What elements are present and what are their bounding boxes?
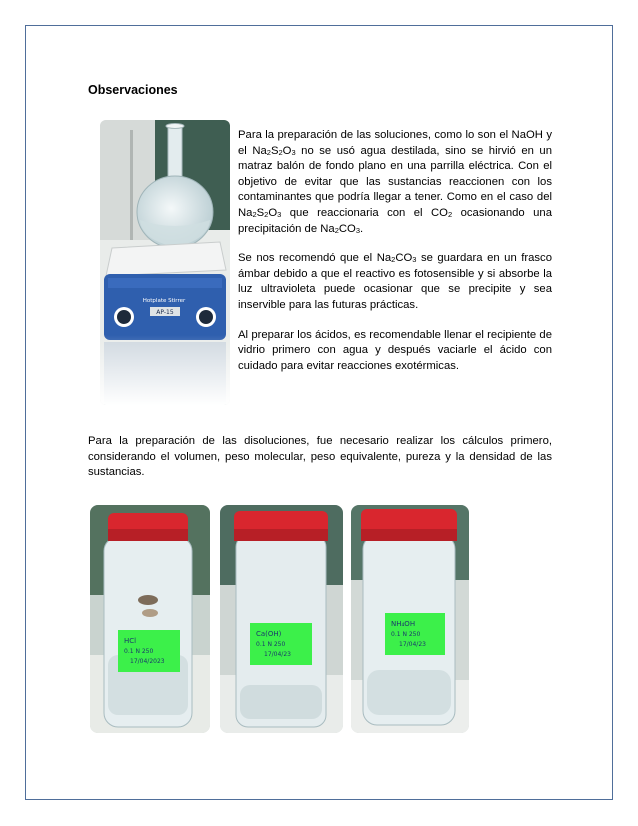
jar-2-label-line3: 17/04/23 <box>264 651 291 658</box>
jar-1-label-line3: 17/04/2023 <box>130 658 165 665</box>
jar-2-label-line2: 0.1 N 250 <box>256 641 286 648</box>
jar-photo-2 <box>220 505 343 733</box>
paragraph-acids: Al preparar los ácidos, es recomendable llenar el recipiente de vidrio primero con agua y después vaciarle el ácido con cuidado para evitar reacciones exotérmicas. <box>238 328 552 372</box>
device-model-text: AP-15 <box>156 309 174 316</box>
section-heading: Observaciones <box>88 83 178 97</box>
jar-3-label-line3: 17/04/23 <box>399 641 426 648</box>
jar-3-label-line2: 0.1 N 250 <box>391 631 421 638</box>
device-brand-text: Hotplate Stirrer <box>142 298 186 304</box>
jar-photo-3 <box>351 505 469 733</box>
jar-2-label-line1: Ca(OH) <box>256 630 282 638</box>
jar-photo-1 <box>90 505 210 733</box>
observations-column <box>238 128 552 388</box>
jar-1-label-line2: 0.1 N 250 <box>124 648 154 655</box>
hotplate-flask-photo <box>100 120 230 405</box>
jar-1-label-line1: HCl <box>124 637 137 645</box>
jar-3-label-line1: NH₄OH <box>391 620 416 628</box>
paragraph-boiled-water: Para la preparación de las soluciones, como lo son el NaOH y el $Na_2S_2O_3$ no se usó agua destilada, sino se hirvió en un matraz balón de fondo plano en una parrilla eléctrica. Con el objetivo de evitar que las sustancias reaccionen con los contaminantes que podría llegar a tener. Como en el caso del $Na_2S_2O_3$ que reaccionaria con el $CO_2$ ocasionando una precipitación de $Na_2CO_3$. <box>238 129 553 235</box>
paragraph-amber-flask: Se nos recomendó que el $Na_2CO_3$ se guardara en un frasco ámbar debido a que el reactivo es fotosensible y si absorbe la luz ultravioleta puede ocasionar que se precipite y sea inservible para las futuras prácticas. <box>238 252 552 311</box>
dissolutions-paragraph: Para la preparación de las disoluciones, fue necesario realizar los cálculos primero, considerando el volumen, peso molecular, peso equivalente, pureza y la densidad de las sustancias. <box>88 435 552 479</box>
